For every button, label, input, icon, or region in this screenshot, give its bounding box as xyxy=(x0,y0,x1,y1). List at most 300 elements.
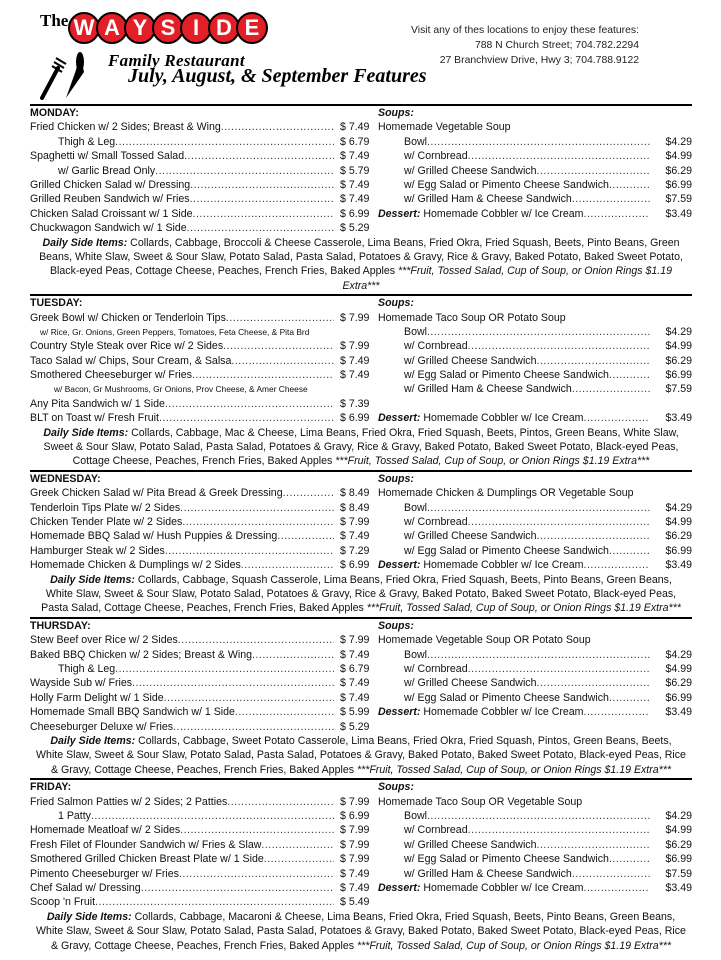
leader-dots xyxy=(95,895,334,909)
soup-row xyxy=(378,164,692,178)
item-name: w/ Bacon, Gr Mushrooms, Gr Onions, Prov Cheese, & Amer Cheese xyxy=(54,384,308,395)
entree-row xyxy=(30,895,370,909)
leader-dots xyxy=(91,809,334,823)
soup-row xyxy=(378,149,692,163)
item-name: Greek Bowl w/ Chicken or Tenderloin Tips xyxy=(30,311,226,324)
item-price: $4.29 xyxy=(665,501,692,514)
soups-column xyxy=(370,106,692,236)
day-heading: WEDNESDAY: xyxy=(30,472,101,485)
dessert-label: Dessert: xyxy=(378,207,421,220)
entree-row xyxy=(30,558,370,572)
item-name: Any Pita Sandwich w/ 1 Side xyxy=(30,397,165,410)
item-price: $ 7.49 xyxy=(340,867,370,880)
entree-row xyxy=(30,881,370,895)
item-name: Baked BBQ Chicken w/ 2 Sides; Breast & Wing xyxy=(30,648,252,661)
entree-row xyxy=(30,544,370,558)
leader-dots xyxy=(536,354,650,368)
leader-dots xyxy=(427,809,650,823)
item-name: Homemade Small BBQ Sandwich w/ 1 Side xyxy=(30,706,235,719)
entree-row xyxy=(30,501,370,515)
dessert-price: $3.49 xyxy=(665,207,692,220)
item-price: $ 7.99 xyxy=(340,516,370,529)
item-name: Taco Salad w/ Chips, Sour Cream, & Salsa xyxy=(30,354,232,367)
soup-row xyxy=(378,501,692,515)
item-price: $4.29 xyxy=(665,809,692,822)
leader-dots xyxy=(277,529,334,543)
soup-row xyxy=(378,852,692,866)
item-price: $ 6.99 xyxy=(340,559,370,572)
soups-column xyxy=(370,472,692,573)
item-price: $6.99 xyxy=(665,178,692,191)
leader-dots xyxy=(252,648,334,662)
daily-side-items xyxy=(30,573,692,617)
dessert-name: Homemade Cobbler w/ Ice Cream xyxy=(423,412,584,425)
entree-row xyxy=(30,838,370,852)
day-columns xyxy=(30,780,692,910)
soups-label: Soups: xyxy=(378,297,414,310)
leader-dots xyxy=(115,135,334,149)
soup-row xyxy=(378,648,692,662)
item-name: w/ Grilled Cheese Sandwich xyxy=(404,677,537,690)
item-price: $ 5.29 xyxy=(340,222,370,235)
soup-row xyxy=(378,809,692,823)
entree-row xyxy=(30,354,370,368)
item-name: Bowl xyxy=(404,135,427,148)
item-name: w/ Rice, Gr. Onions, Green Peppers, Tomatoes, Feta Cheese, & Pita Brd xyxy=(40,326,310,337)
soup-row xyxy=(378,823,692,837)
dessert-row xyxy=(378,558,692,572)
logo-letter: A xyxy=(96,12,128,44)
item-price: $ 7.99 xyxy=(340,795,370,808)
dessert-name: Homemade Cobbler w/ Ice Cream xyxy=(423,207,584,220)
soups-column xyxy=(370,619,692,734)
item-name: Bowl xyxy=(404,648,427,661)
item-name: Homemade BBQ Salad w/ Hush Puppies & Dressing xyxy=(30,530,278,543)
location-branchview: 27 Branchview Drive, Hwy 3; 704.788.9122 xyxy=(439,55,639,66)
leader-dots xyxy=(165,397,334,411)
item-price: $6.99 xyxy=(665,544,692,557)
item-name: Homemade Chicken & Dumplings w/ 2 Sides xyxy=(30,559,241,572)
leader-dots xyxy=(184,149,334,163)
day-section-thursday xyxy=(30,617,692,778)
logo-the: The xyxy=(40,11,69,30)
entree-row xyxy=(30,311,370,325)
soup-row xyxy=(378,529,692,543)
soup-row xyxy=(378,339,692,353)
item-price: $ 7.99 xyxy=(340,340,370,353)
entree-row xyxy=(30,515,370,529)
item-price: $ 6.99 xyxy=(340,809,370,822)
leader-dots xyxy=(141,881,334,895)
leader-dots xyxy=(231,354,334,368)
item-name: Fried Chicken w/ 2 Sides; Breast & Wing xyxy=(30,121,221,134)
leader-dots xyxy=(180,823,334,837)
logo-letter: I xyxy=(180,12,212,44)
item-name: Grilled Chicken Salad w/ Dressing xyxy=(30,178,191,191)
item-price: $6.29 xyxy=(665,838,692,851)
soup-row xyxy=(378,676,692,690)
item-price: $ 5.79 xyxy=(340,164,370,177)
item-price: $4.99 xyxy=(665,340,692,353)
item-price: $4.99 xyxy=(665,516,692,529)
leader-dots xyxy=(190,178,334,192)
entree-row xyxy=(30,809,370,823)
soups-column xyxy=(370,780,692,910)
entree-row xyxy=(30,676,370,690)
dessert-row xyxy=(378,705,692,719)
extras-note: ***Fruit, Tossed Salad, Cup of Soup, or Onion Rings $1.19 Extra*** xyxy=(342,265,673,292)
item-name: Fried Salmon Patties w/ 2 Sides; 2 Patties xyxy=(30,795,228,808)
soup-of-day: Homemade Taco Soup OR Vegetable Soup xyxy=(378,795,583,808)
day-heading: THURSDAY: xyxy=(30,619,91,632)
day-section-monday xyxy=(30,104,692,294)
item-price: $ 7.49 xyxy=(340,881,370,894)
soup-row xyxy=(378,867,692,881)
item-name: w/ Egg Salad or Pimento Cheese Sandwich xyxy=(404,369,609,382)
dessert-label: Dessert: xyxy=(378,881,421,894)
entrees-column xyxy=(30,472,370,573)
leader-dots xyxy=(468,149,650,163)
item-name: Cheeseburger Deluxe w/ Fries xyxy=(30,720,174,733)
soup-of-day: Homemade Taco Soup OR Potato Soup xyxy=(378,311,566,324)
item-price: $ 7.99 xyxy=(340,634,370,647)
dessert-text xyxy=(378,881,584,895)
item-name: Stew Beef over Rice w/ 2 Sides xyxy=(30,634,178,647)
leader-dots xyxy=(536,164,650,178)
dessert-text xyxy=(378,705,584,719)
leader-dots xyxy=(427,135,650,149)
item-price: $ 7.49 xyxy=(340,677,370,690)
leader-dots xyxy=(584,411,650,425)
leader-dots xyxy=(609,544,650,558)
logo-letter: W xyxy=(68,12,100,44)
leader-dots xyxy=(264,852,334,866)
day-columns xyxy=(30,472,692,573)
item-name: w/ Cornbread xyxy=(404,663,468,675)
entrees-column xyxy=(30,780,370,910)
leader-dots xyxy=(115,662,334,676)
entree-row xyxy=(30,529,370,543)
leader-dots xyxy=(468,515,650,529)
soups-column xyxy=(370,296,692,426)
leader-dots xyxy=(193,207,334,221)
item-name: w/ Grilled Ham & Cheese Sandwich xyxy=(404,383,572,396)
soup-of-day: Homemade Vegetable Soup xyxy=(378,121,511,134)
entree-row xyxy=(30,192,370,206)
leader-dots xyxy=(227,795,334,809)
leader-dots xyxy=(241,558,334,572)
item-name: Country Style Steak over Rice w/ 2 Sides xyxy=(30,340,224,353)
leader-dots xyxy=(155,164,334,178)
item-name: w/ Cornbread xyxy=(404,340,468,353)
fork-knife-icon xyxy=(36,48,92,100)
leader-dots xyxy=(159,411,334,425)
item-name: Bowl xyxy=(404,501,427,514)
soup-row xyxy=(378,325,692,339)
item-price: $7.59 xyxy=(665,867,692,880)
item-price: $ 7.99 xyxy=(340,838,370,851)
logo-family-restaurant: Family Restaurant xyxy=(108,51,245,70)
item-price: $6.29 xyxy=(665,677,692,690)
sides-label: Daily Side Items: xyxy=(46,910,132,923)
item-price: $6.29 xyxy=(665,164,692,177)
item-name: w/ Egg Salad or Pimento Cheese Sandwich xyxy=(404,691,609,704)
entree-row xyxy=(30,411,370,425)
entree-row xyxy=(30,149,370,163)
item-name: w/ Egg Salad or Pimento Cheese Sandwich xyxy=(404,544,609,557)
entree-row xyxy=(30,207,370,221)
item-price: $ 7.49 xyxy=(340,530,370,543)
dessert-price: $3.49 xyxy=(665,881,692,894)
leader-dots xyxy=(609,178,650,192)
logo-letter: S xyxy=(152,12,184,44)
item-price: $7.59 xyxy=(665,383,692,396)
leader-dots xyxy=(165,544,334,558)
logo-letter: D xyxy=(208,12,240,44)
item-price: $ 7.49 xyxy=(340,193,370,206)
item-price: $7.59 xyxy=(665,193,692,206)
leader-dots xyxy=(427,648,650,662)
item-price: $ 7.99 xyxy=(340,824,370,837)
sides-label: Daily Side Items: xyxy=(50,734,136,747)
soup-row xyxy=(378,178,692,192)
entree-row xyxy=(30,705,370,719)
item-price: $ 5.49 xyxy=(340,896,370,909)
dessert-row xyxy=(378,881,692,895)
leader-dots xyxy=(609,691,650,705)
logo-wordmark xyxy=(72,12,268,44)
entree-row xyxy=(30,852,370,866)
item-price: $4.29 xyxy=(665,325,692,338)
leader-dots xyxy=(427,325,650,339)
dessert-text xyxy=(378,558,584,572)
item-name: Fresh Filet of Flounder Sandwich w/ Fries & Slaw xyxy=(30,838,262,851)
item-name: Chuckwagon Sandwich w/ 1 Side xyxy=(30,222,187,235)
leader-dots xyxy=(584,881,650,895)
soup-row xyxy=(378,515,692,529)
sides-list: Collards, Cabbage, Mac & Cheese, Lima Beans, Fried Okra, Fried Squash, Beets, Pintos, Green Beans, White Slaw, Sweet & Sour Slaw, Potato Salad, Pasta Salad, Potatoes & Gravy, Rice & Gravy, Baked Potato, Baked Sweet Potato, Black-eyed Peas, Cottage Cheese, Peaches, French Fries, Baked Apples xyxy=(43,426,679,468)
leader-dots xyxy=(187,221,334,235)
soup-row xyxy=(378,691,692,705)
soup-of-day: Homemade Chicken & Dumplings OR Vegetable Soup xyxy=(378,487,634,500)
entree-row xyxy=(30,221,370,235)
item-name: Thigh & Leg xyxy=(58,135,116,148)
leader-dots xyxy=(283,486,334,500)
leader-dots xyxy=(178,633,334,647)
sides-label: Daily Side Items: xyxy=(42,236,128,249)
leader-dots xyxy=(192,368,334,382)
item-price: $ 7.99 xyxy=(340,311,370,324)
daily-side-items xyxy=(30,236,692,295)
leader-dots xyxy=(468,823,650,837)
entree-row xyxy=(30,382,370,396)
entree-row xyxy=(30,691,370,705)
leader-dots xyxy=(132,676,334,690)
item-price: $ 6.79 xyxy=(340,663,370,675)
leader-dots xyxy=(221,120,334,134)
item-name: BLT on Toast w/ Fresh Fruit xyxy=(30,412,159,425)
item-name: Tenderloin Tips Plate w/ 2 Sides xyxy=(30,501,181,514)
sides-list: Collards, Cabbage, Sweet Potato Casserole, Lima Beans, Fried Okra, Fried Squash, Pintos, Green Beans, Beets, White Slaw, Sweet & Sour Slaw, Potato Salad, Pasta Salad, Potatoes & Gravy, Baked Potato, Baked Sweet Potato, Black-eyed Peas, Rice & Gravy, Cottage Cheese, Peaches, French Fries, Baked Apples xyxy=(36,734,686,776)
item-price: $ 7.49 xyxy=(340,150,370,163)
dessert-price: $3.49 xyxy=(665,559,692,572)
entree-row xyxy=(30,662,370,676)
leader-dots xyxy=(468,662,650,676)
leader-dots xyxy=(609,368,650,382)
leader-dots xyxy=(261,838,334,852)
item-price: $ 7.49 xyxy=(340,121,370,134)
item-price: $ 7.49 xyxy=(340,369,370,382)
extras-note: ***Fruit, Tossed Salad, Cup of Soup, or Onion Rings $1.19 Extra*** xyxy=(356,763,672,776)
entree-row xyxy=(30,486,370,500)
entree-row xyxy=(30,178,370,192)
spacer-row xyxy=(378,397,692,411)
item-name: w/ Grilled Cheese Sandwich xyxy=(404,838,537,851)
sides-list: Collards, Cabbage, Squash Casserole, Lima Beans, Fried Okra, Fried Squash, Beets, Pinto Beans, Green Beans, White Slaw, Sweet & Sour Slaw, Potato Salad, Potatoes & Gravy, Rice & Gravy, Baked Potato, Baked Sweet Potato, Black-eyed Peas, Pasta Salad, Cottage Cheese, Peaches, French Fries, Baked Apples xyxy=(41,573,677,615)
item-name: Bowl xyxy=(404,809,427,822)
item-price: $6.99 xyxy=(665,369,692,382)
leader-dots xyxy=(572,192,650,206)
soups-label: Soups: xyxy=(378,472,414,485)
soup-row xyxy=(378,354,692,368)
day-columns xyxy=(30,619,692,734)
entree-row xyxy=(30,368,370,382)
item-price: $ 7.99 xyxy=(340,853,370,866)
item-price: $ 7.39 xyxy=(340,397,370,410)
soup-row xyxy=(378,192,692,206)
day-section-tuesday xyxy=(30,294,692,470)
leader-dots xyxy=(584,705,650,719)
item-name: Smothered Cheeseburger w/ Fries xyxy=(30,369,192,382)
dessert-text xyxy=(378,207,584,221)
sides-list: Collards, Cabbage, Macaroni & Cheese, Lima Beans, Fried Okra, Fried Squash, Beets, Pinto Beans, Green Beans, White Slaw, Sweet & Sour Slaw, Potato Salad, Pasta Salad, Potatoes & Gravy, Baked Potato, Baked Sweet Potato, Black-eyed Peas, Rice & Gravy, Cottage Cheese, Peaches, French Fries, Baked Apples xyxy=(36,910,686,952)
item-price: $ 8.49 xyxy=(340,501,370,514)
soup-row xyxy=(378,544,692,558)
item-name: w/ Grilled Ham & Cheese Sandwich xyxy=(404,193,572,206)
entree-row xyxy=(30,648,370,662)
item-name: 1 Patty xyxy=(58,809,91,822)
item-name: Smothered Grilled Chicken Breast Plate w/ 1 Side xyxy=(30,853,264,866)
item-price: $4.99 xyxy=(665,150,692,163)
item-name: Chicken Salad Croissant w/ 1 Side xyxy=(30,207,193,220)
locations-intro: Visit any of thes locations to enjoy these features: xyxy=(411,25,639,36)
item-price: $ 5.99 xyxy=(340,706,370,719)
item-name: w/ Cornbread xyxy=(404,150,468,163)
dessert-row xyxy=(378,207,692,221)
item-price: $ 7.29 xyxy=(340,544,370,557)
leader-dots xyxy=(427,501,650,515)
soup-row xyxy=(378,135,692,149)
day-columns xyxy=(30,296,692,426)
entree-row xyxy=(30,795,370,809)
soups-label: Soups: xyxy=(378,619,414,632)
item-price: $ 7.49 xyxy=(340,354,370,367)
item-name: w/ Egg Salad or Pimento Cheese Sandwich xyxy=(404,178,609,191)
daily-side-items xyxy=(30,910,692,954)
dessert-text xyxy=(378,411,584,425)
entree-row xyxy=(30,720,370,734)
entrees-column xyxy=(30,619,370,734)
leader-dots xyxy=(609,852,650,866)
item-price: $4.29 xyxy=(665,648,692,661)
entree-row xyxy=(30,339,370,353)
logo-letter: Y xyxy=(124,12,156,44)
entree-row xyxy=(30,164,370,178)
item-price: $6.29 xyxy=(665,354,692,367)
soups-label: Soups: xyxy=(378,107,414,119)
daily-side-items xyxy=(30,734,692,778)
leader-dots xyxy=(584,207,650,221)
item-name: Greek Chicken Salad w/ Pita Bread & Greek Dressing xyxy=(30,487,283,500)
item-name: Chef Salad w/ Dressing xyxy=(30,881,141,894)
item-price: $6.29 xyxy=(665,530,692,543)
dessert-label: Dessert: xyxy=(378,706,421,719)
soups-label: Soups: xyxy=(378,781,414,794)
leader-dots xyxy=(572,382,650,396)
item-price: $ 7.49 xyxy=(340,691,370,704)
entree-row xyxy=(30,633,370,647)
leader-dots xyxy=(182,515,334,529)
item-name: Holly Farm Delight w/ 1 Side xyxy=(30,691,164,704)
leader-dots xyxy=(584,558,650,572)
day-section-friday xyxy=(30,778,692,954)
dessert-name: Homemade Cobbler w/ Ice Cream xyxy=(423,706,584,719)
leader-dots xyxy=(173,720,334,734)
item-price: $ 7.49 xyxy=(340,178,370,191)
sides-label: Daily Side Items: xyxy=(43,426,129,439)
locations xyxy=(411,23,639,68)
item-name: w/ Cornbread xyxy=(404,516,468,529)
item-name: w/ Grilled Cheese Sandwich xyxy=(404,164,537,177)
item-name: Spaghetti w/ Small Tossed Salad xyxy=(30,150,185,163)
logo-letter: E xyxy=(236,12,268,44)
page-title: July, August, & September Features xyxy=(128,65,427,87)
dessert-row xyxy=(378,411,692,425)
soup-row xyxy=(378,838,692,852)
dessert-name: Homemade Cobbler w/ Ice Cream xyxy=(423,559,584,572)
item-name: Chicken Tender Plate w/ 2 Sides xyxy=(30,516,183,529)
entrees-column xyxy=(30,106,370,236)
item-price: $4.99 xyxy=(665,663,692,675)
item-name: Grilled Reuben Sandwich w/ Fries xyxy=(30,193,190,206)
day-section-wednesday xyxy=(30,470,692,617)
entree-row xyxy=(30,867,370,881)
location-church-street: 788 N Church Street; 704.782.2294 xyxy=(474,40,639,51)
item-price: $ 8.49 xyxy=(340,487,370,500)
item-price: $ 6.99 xyxy=(340,207,370,220)
item-name: Scoop 'n Fruit xyxy=(30,896,96,909)
leader-dots xyxy=(180,501,334,515)
leader-dots xyxy=(235,705,334,719)
day-heading: FRIDAY: xyxy=(30,781,72,794)
item-name: Bowl xyxy=(404,325,427,338)
item-price: $6.99 xyxy=(665,691,692,704)
day-columns xyxy=(30,106,692,236)
item-price: $ 6.99 xyxy=(340,412,370,425)
leader-dots xyxy=(226,311,334,325)
daily-side-items xyxy=(30,426,692,470)
leader-dots xyxy=(536,676,650,690)
entrees-column xyxy=(30,296,370,426)
leader-dots xyxy=(179,867,334,881)
extras-note: ***Fruit, Tossed Salad, Cup of Soup, or Onion Rings $1.19 Extra*** xyxy=(366,602,681,615)
soup-row xyxy=(378,368,692,382)
item-name: Homemade Meatloaf w/ 2 Sides xyxy=(30,824,181,837)
entree-row xyxy=(30,823,370,837)
soup-of-day: Homemade Vegetable Soup OR Potato Soup xyxy=(378,634,591,647)
item-name: Hamburger Steak w/ 2 Sides xyxy=(30,544,165,557)
sides-list: Collards, Cabbage, Broccoli & Cheese Casserole, Lima Beans, Fried Okra, Fried Squash, Beets, Pinto Beans, Green Beans, White Slaw, Sweet & Sour Slaw, Potato Salad, Pasta Salad, Potatoes & Gravy, Rice & Gravy, Baked Potato, Baked Sweet Potato, Black-eyed Peas, Cottage Cheese, Peaches, French Fries, Baked Apples xyxy=(39,236,683,278)
